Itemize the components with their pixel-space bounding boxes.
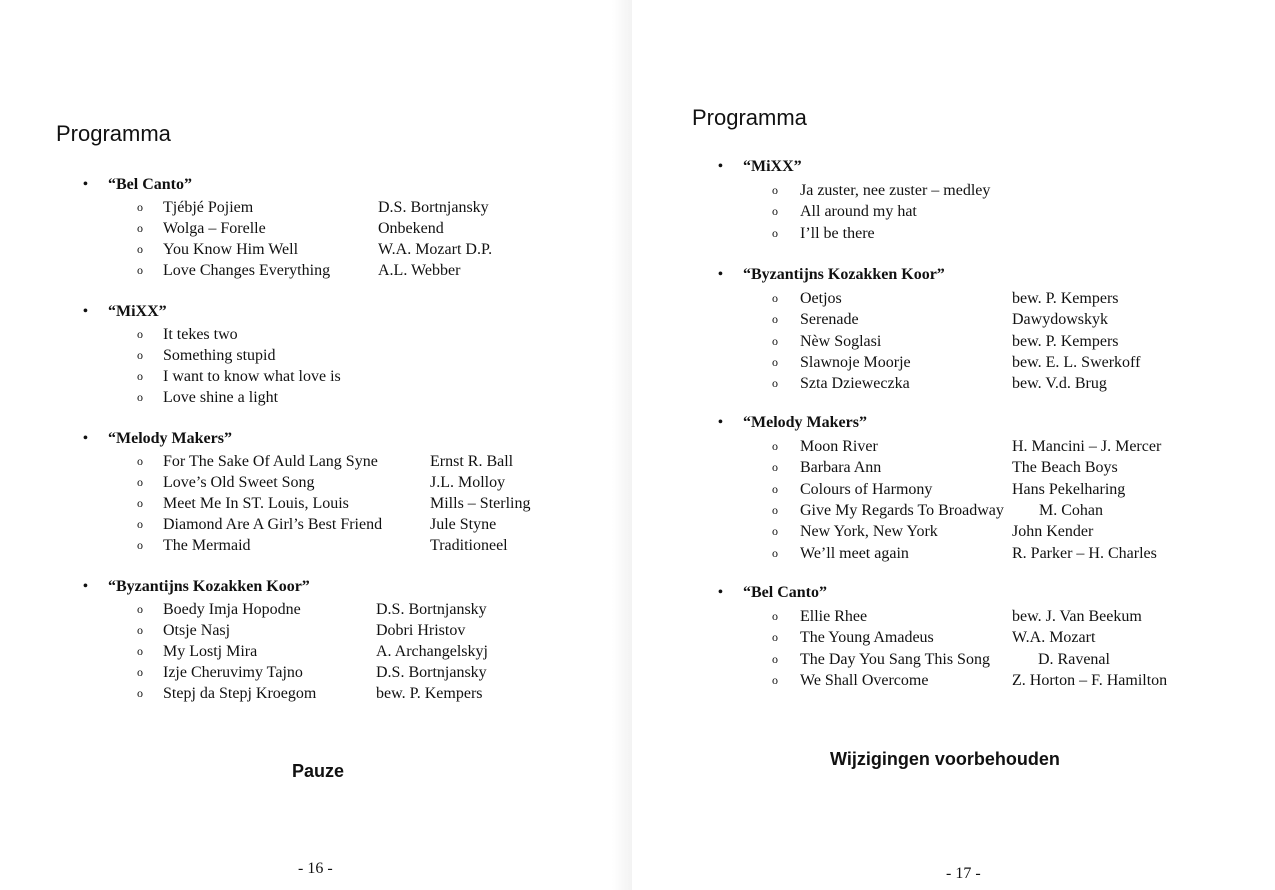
song-composer: Onbekend <box>378 220 444 237</box>
song-composer: John Kender <box>1012 523 1094 541</box>
choir-group-title <box>83 303 167 321</box>
song-composer: M. Cohan <box>1039 501 1103 519</box>
song-composer: Jule Styne <box>430 516 497 533</box>
sub-bullet-icon: o <box>772 354 778 369</box>
bullet-icon: • <box>718 159 723 174</box>
sub-bullet-icon: o <box>772 333 778 348</box>
choir-name: “Bel Canto” <box>743 584 827 601</box>
song-composer: R. Parker – H. Charles <box>1012 544 1157 562</box>
song-composer: A.L. Webber <box>378 262 461 279</box>
intermission-label: Pauze <box>292 761 345 781</box>
choir-group-title <box>718 414 867 432</box>
sub-bullet-icon: o <box>772 481 778 496</box>
song-composer: Ernst R. Ball <box>430 453 514 470</box>
choir-name: “Melody Makers” <box>743 414 867 431</box>
choir-group-title <box>83 176 192 194</box>
sub-bullet-icon: o <box>137 538 143 552</box>
page-heading: Programma <box>692 105 807 130</box>
left-page <box>0 0 632 890</box>
sub-bullet-icon: o <box>772 183 778 197</box>
sub-bullet-icon: o <box>772 630 778 645</box>
song-composer: A. Archangelskyj <box>376 643 488 660</box>
song-composer: Traditioneel <box>430 537 508 554</box>
song-title: Diamond Are A Girl’s Best Friend <box>163 516 383 533</box>
right-page <box>632 0 1275 890</box>
sub-bullet-icon: o <box>772 651 778 666</box>
song-title: Tjébjé Pojiem <box>163 199 254 216</box>
song-title: Colours of Harmony <box>800 480 933 498</box>
sub-bullet-icon: o <box>772 609 778 623</box>
sub-bullet-icon: o <box>772 672 778 687</box>
choir-name: “Melody Makers” <box>108 430 232 447</box>
sub-bullet-icon: o <box>137 263 143 277</box>
song-title: Wolga – Forelle <box>163 220 266 237</box>
song-title: My Lostj Mira <box>163 643 258 660</box>
song-composer: D.S. Bortnjansky <box>376 601 487 618</box>
song-title: I want to know what love is <box>163 368 341 385</box>
song-title: Otsje Nasj <box>163 622 231 639</box>
song-composer: Dawydowskyk <box>1012 311 1108 329</box>
song-composer: The Beach Boys <box>1012 459 1118 477</box>
song-title: Serenade <box>800 311 859 329</box>
sub-bullet-icon: o <box>137 644 143 658</box>
song-title: Ja zuster, nee zuster – medley <box>800 182 991 199</box>
song-composer: Z. Horton – F. Hamilton <box>1012 671 1168 689</box>
song-title: Izje Cheruvimy Tajno <box>163 664 303 681</box>
sub-bullet-icon: o <box>772 460 778 475</box>
choir-name: “Bel Canto” <box>108 176 192 193</box>
song-title: Give My Regards To Broadway <box>800 501 1004 519</box>
sub-bullet-icon: o <box>137 369 143 383</box>
song-composer: W.A. Mozart <box>1012 629 1096 647</box>
choir-name: “Byzantijns Kozakken Koor” <box>743 266 945 283</box>
sub-bullet-icon: o <box>772 524 778 539</box>
sub-bullet-icon: o <box>137 602 143 616</box>
song-title: Love’s Old Sweet Song <box>163 474 315 491</box>
song-composer: bew. J. Van Beekum <box>1012 608 1142 625</box>
sub-bullet-icon: o <box>137 623 143 637</box>
choir-group-title <box>718 158 802 176</box>
song-composer: bew. V.d. Brug <box>1012 375 1107 393</box>
sub-bullet-icon: o <box>137 517 143 531</box>
song-title: All around my hat <box>800 203 917 221</box>
song-composer: bew. P. Kempers <box>376 685 483 702</box>
song-title: Slawnoje Moorje <box>800 353 911 371</box>
sub-bullet-icon: o <box>772 502 778 517</box>
song-title: New York, New York <box>800 523 938 541</box>
sub-bullet-icon: o <box>137 348 143 362</box>
song-title: The Day You Sang This Song <box>800 650 990 668</box>
choir-group-title <box>83 430 232 448</box>
sub-bullet-icon: o <box>137 665 143 679</box>
song-title: Oetjos <box>800 290 842 307</box>
sub-bullet-icon: o <box>137 686 143 700</box>
sub-bullet-icon: o <box>137 496 143 510</box>
bullet-icon: • <box>83 177 88 192</box>
choir-group-title <box>83 578 310 596</box>
song-composer: Mills – Sterling <box>430 495 531 512</box>
bullet-icon: • <box>718 267 723 282</box>
song-composer: D.S. Bortnjansky <box>378 199 489 216</box>
song-title: We Shall Overcome <box>800 671 929 689</box>
song-composer: D. Ravenal <box>1038 650 1110 668</box>
sub-bullet-icon: o <box>137 454 143 468</box>
song-title: It tekes two <box>163 326 238 343</box>
bullet-icon: • <box>718 415 723 430</box>
sub-bullet-icon: o <box>772 376 778 391</box>
song-title: Ellie Rhee <box>800 608 868 625</box>
song-composer: bew. E. L. Swerkoff <box>1012 353 1141 371</box>
choir-name: “Byzantijns Kozakken Koor” <box>108 578 310 595</box>
song-composer: W.A. Mozart D.P. <box>378 241 493 258</box>
sub-bullet-icon: o <box>137 327 143 341</box>
song-title: For The Sake Of Auld Lang Syne <box>163 453 378 470</box>
choir-group-title <box>718 584 827 602</box>
song-composer: bew. P. Kempers <box>1012 332 1119 350</box>
sub-bullet-icon: o <box>772 312 778 327</box>
song-title: Boedy Imja Hopodne <box>163 601 301 618</box>
sub-bullet-icon: o <box>137 200 143 214</box>
song-composer: H. Mancini – J. Mercer <box>1012 438 1162 455</box>
song-title: I’ll be there <box>800 224 875 242</box>
choir-name: “MiXX” <box>108 303 167 320</box>
sub-bullet-icon: o <box>137 390 143 404</box>
sub-bullet-icon: o <box>772 439 778 453</box>
sub-bullet-icon: o <box>772 291 778 305</box>
song-composer: Dobri Hristov <box>376 622 466 639</box>
song-title: The Young Amadeus <box>800 629 934 647</box>
song-composer: bew. P. Kempers <box>1012 290 1119 307</box>
changes-reserved-note: Wijzigingen voorbehouden <box>830 749 1060 769</box>
song-title: Szta Dzieweczka <box>800 375 910 393</box>
sub-bullet-icon: o <box>772 225 778 240</box>
song-title: Meet Me In ST. Louis, Louis <box>163 495 349 512</box>
song-title: Stepj da Stepj Kroegom <box>163 685 317 702</box>
choir-group-title <box>718 266 945 284</box>
sub-bullet-icon: o <box>137 221 143 235</box>
song-title: Moon River <box>800 438 878 455</box>
bullet-icon: • <box>718 585 723 600</box>
song-title: Love Changes Everything <box>163 262 331 279</box>
bullet-icon: • <box>83 304 88 319</box>
bullet-icon: • <box>83 431 88 446</box>
song-title: We’ll meet again <box>800 544 909 562</box>
sub-bullet-icon: o <box>772 545 778 560</box>
song-composer: J.L. Molloy <box>430 474 506 491</box>
song-title: Barbara Ann <box>800 459 882 477</box>
choir-name: “MiXX” <box>743 158 802 175</box>
sub-bullet-icon: o <box>772 204 778 219</box>
song-composer: D.S. Bortnjansky <box>376 664 487 681</box>
sub-bullet-icon: o <box>137 475 143 489</box>
page-heading: Programma <box>56 121 171 146</box>
page-number: - 16 - <box>298 860 333 877</box>
song-title: You Know Him Well <box>163 241 299 258</box>
song-title: Something stupid <box>163 347 276 364</box>
bullet-icon: • <box>83 579 88 594</box>
song-title: Love shine a light <box>163 389 279 406</box>
song-composer: Hans Pekelharing <box>1012 480 1126 498</box>
sub-bullet-icon: o <box>137 242 143 256</box>
song-title: The Mermaid <box>163 537 251 554</box>
page-number: - 17 - <box>946 865 981 882</box>
song-title: Nèw Soglasi <box>800 332 882 350</box>
